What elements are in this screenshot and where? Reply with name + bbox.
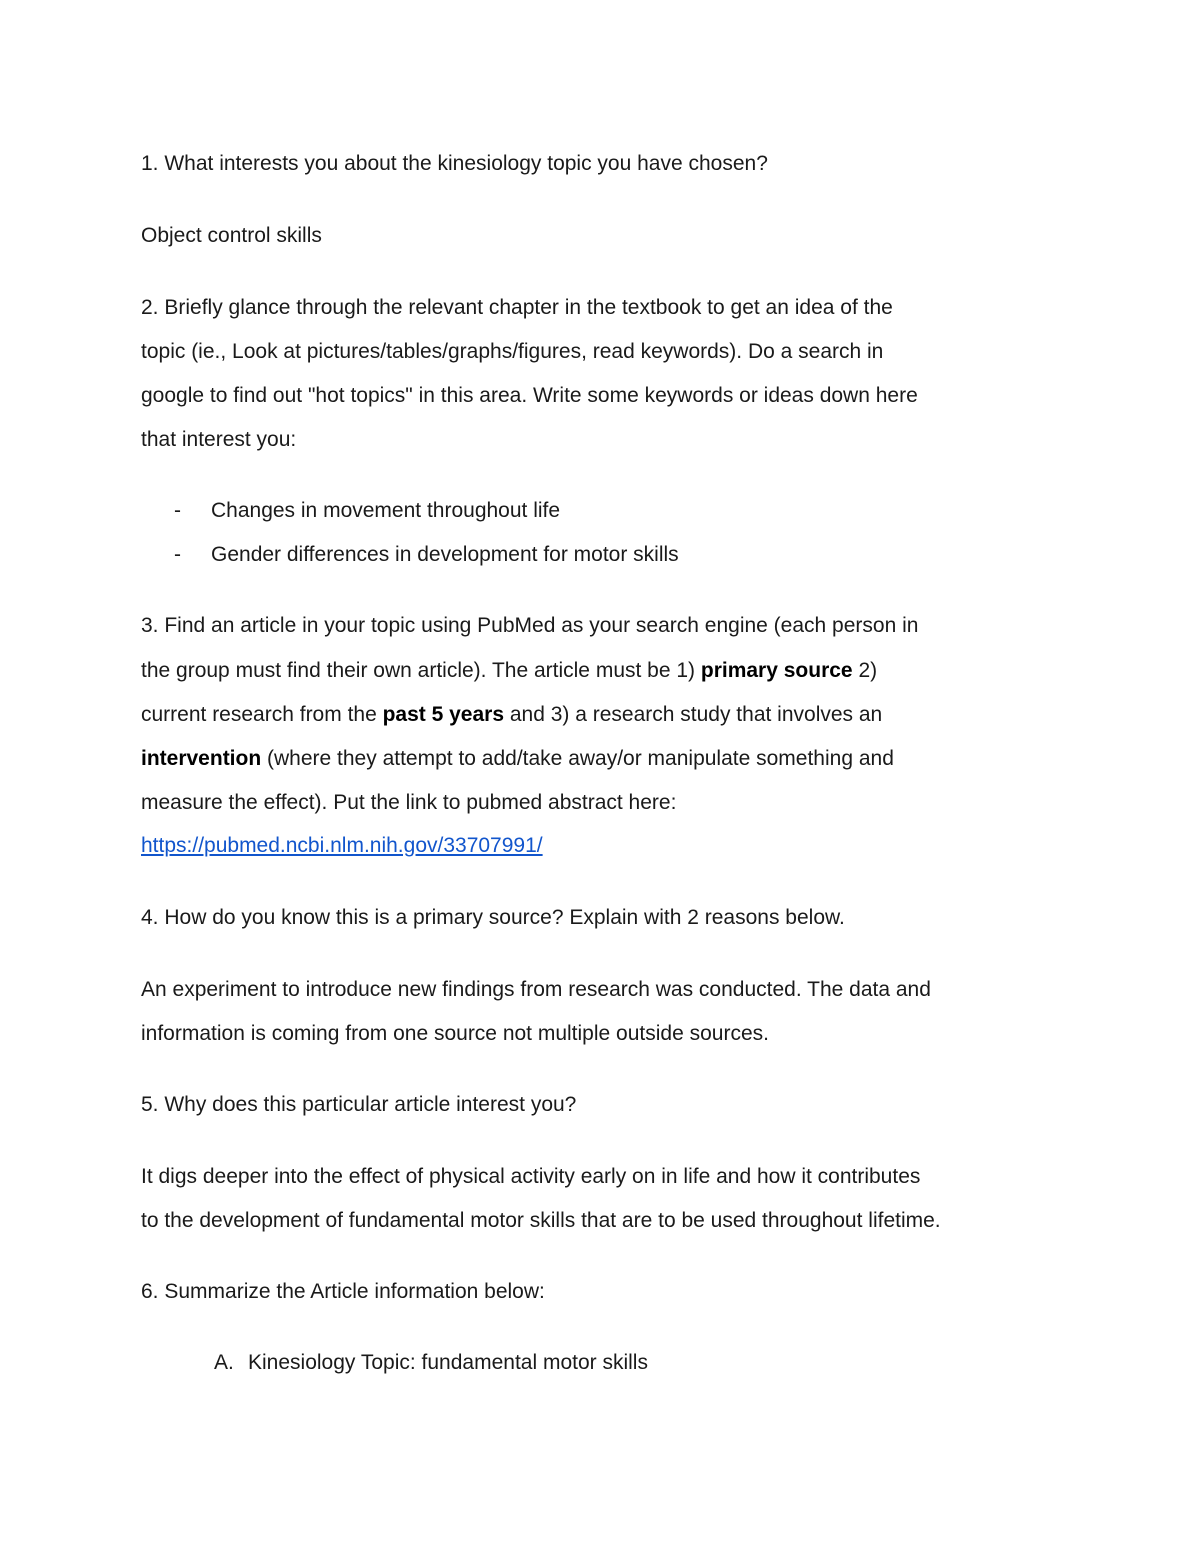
bullet-item-2: Gender differences in development for motor skills	[211, 543, 679, 566]
sub-item-marker-a: A.	[214, 1351, 234, 1374]
question-2-line-4: that interest you:	[141, 428, 297, 451]
emphasis-past-5-years: past 5 years	[382, 703, 505, 726]
question-5: 5. Why does this particular article interest you?	[141, 1093, 577, 1116]
question-3-line-4	[141, 745, 894, 773]
question-3-line-2-post: 2)	[852, 659, 878, 682]
question-2-line-1: 2. Briefly glance through the relevant chapter in the textbook to get an idea of the	[141, 296, 893, 319]
pubmed-link[interactable]: https://pubmed.ncbi.nlm.nih.gov/33707991/	[141, 834, 543, 857]
bullet-item-1: Changes in movement throughout life	[211, 499, 561, 522]
bullet-marker: -	[174, 499, 181, 522]
question-3-line-4-post: (where they attempt to add/take away/or manipulate something and	[261, 747, 894, 770]
question-3-line-3-post: and 3) a research study that involves an	[504, 703, 883, 726]
answer-4-line-1: An experiment to introduce new findings from research was conducted. The data and	[141, 978, 931, 1001]
answer-4-line-2: information is coming from one source not multiple outside sources.	[141, 1022, 769, 1045]
bullet-marker: -	[174, 543, 181, 566]
sub-item-a: Kinesiology Topic: fundamental motor skills	[248, 1351, 648, 1374]
question-3-line-2	[141, 657, 877, 685]
pubmed-link-row	[141, 832, 543, 860]
question-3-line-2-pre: the group must find their own article). The article must be 1)	[141, 659, 701, 682]
answer-5-line-1: It digs deeper into the effect of physical activity early on in life and how it contributes	[141, 1165, 921, 1188]
question-2-line-2: topic (ie., Look at pictures/tables/graphs/figures, read keywords). Do a search in	[141, 340, 884, 363]
question-3-line-3-pre: current research from the	[141, 703, 383, 726]
question-3-line-5: measure the effect). Put the link to pubmed abstract here:	[141, 791, 677, 814]
question-1: 1. What interests you about the kinesiology topic you have chosen?	[141, 152, 768, 175]
question-6: 6. Summarize the Article information below:	[141, 1280, 545, 1303]
question-3-line-1: 3. Find an article in your topic using PubMed as your search engine (each person in	[141, 614, 919, 637]
emphasis-primary-source: primary source	[700, 659, 853, 682]
answer-5-line-2: to the development of fundamental motor skills that are to be used throughout lifetime.	[141, 1209, 941, 1232]
answer-1: Object control skills	[141, 224, 322, 247]
question-4: 4. How do you know this is a primary source? Explain with 2 reasons below.	[141, 906, 845, 929]
question-2-line-3: google to find out "hot topics" in this area. Write some keywords or ideas down here	[141, 384, 918, 407]
question-3-line-3	[141, 701, 882, 729]
emphasis-intervention: intervention	[141, 747, 262, 770]
